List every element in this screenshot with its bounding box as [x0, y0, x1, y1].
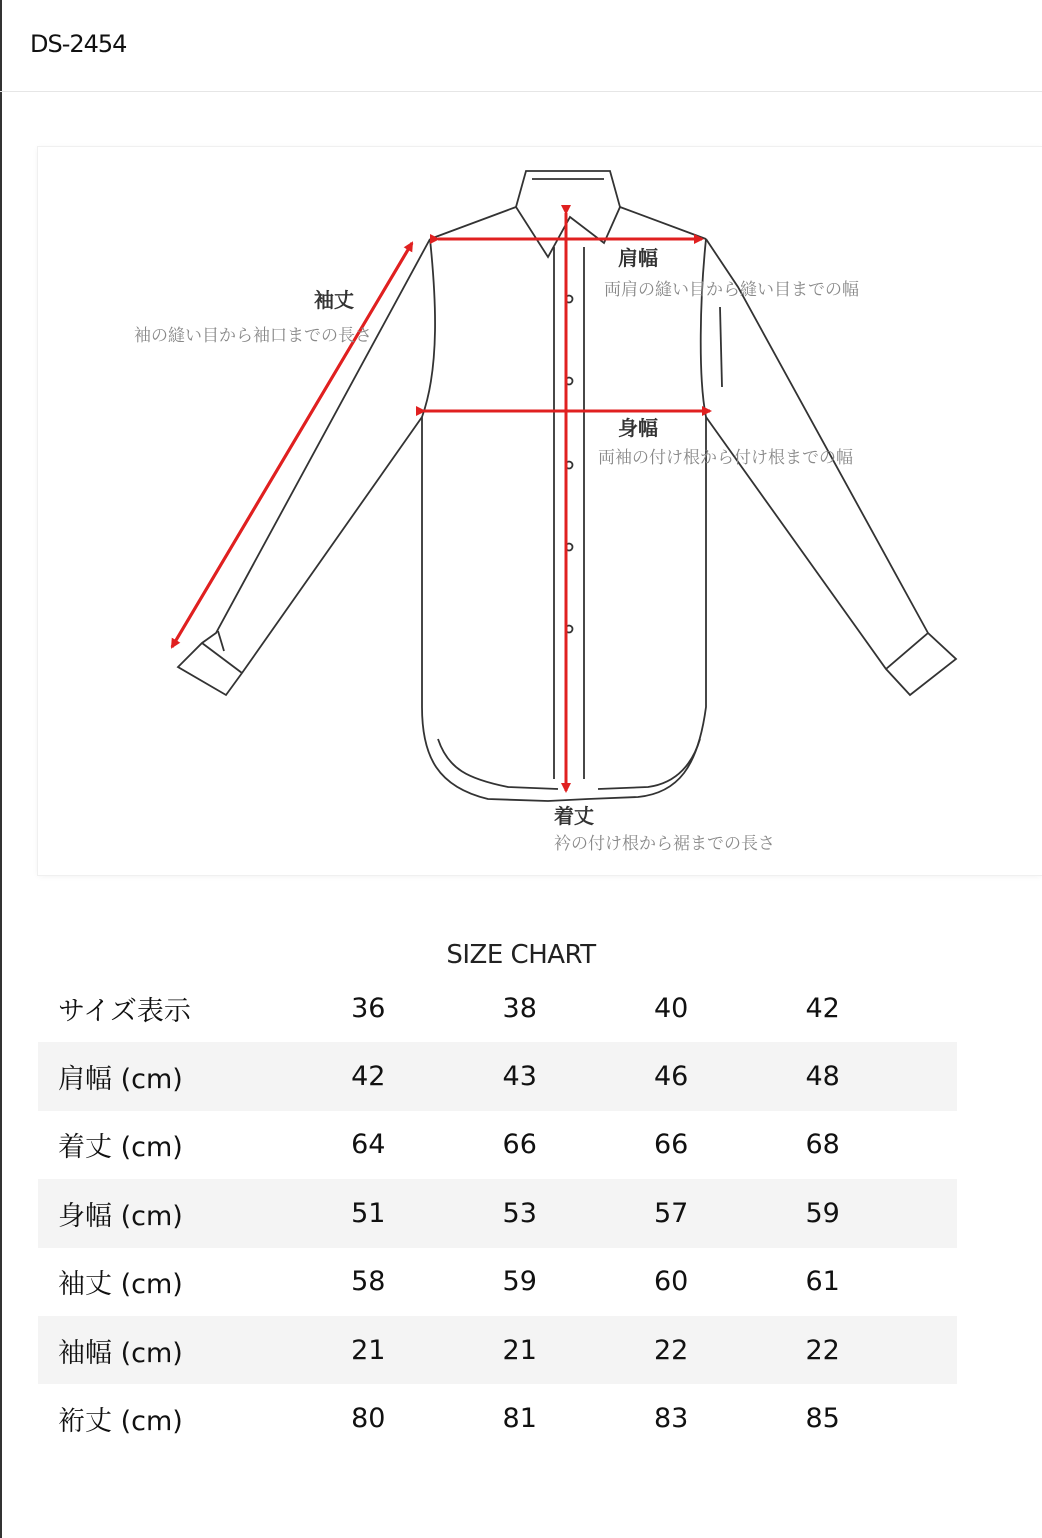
cell-value: 83 — [654, 1403, 689, 1435]
cell-value: 21 — [351, 1316, 502, 1384]
shoulder-title: 肩幅 — [618, 246, 658, 270]
cell-value: 59 — [805, 1179, 957, 1247]
sleeve-title: 袖丈 — [314, 288, 354, 312]
sleeve-desc: 袖の縫い目から袖口までの長さ — [134, 326, 372, 346]
table-row-sleeve-length — [38, 1248, 957, 1316]
length-title: 着丈 — [554, 804, 594, 828]
cell-value: 66 — [502, 1129, 537, 1161]
size-value: 42 — [805, 992, 840, 1024]
size-header-row — [38, 974, 957, 1042]
cell-value: 81 — [502, 1403, 537, 1435]
length-desc: 衿の付け根から裾までの長さ — [554, 834, 775, 854]
table-row-length — [38, 1111, 957, 1179]
cell-value: 43 — [503, 1042, 654, 1110]
cell-value: 58 — [351, 1266, 386, 1298]
cell-value: 48 — [805, 1042, 957, 1110]
body-title: 身幅 — [618, 416, 658, 440]
body-desc: 両袖の付け根から付け根までの幅 — [598, 448, 853, 468]
row-label: 裄丈 (cm) — [58, 1406, 183, 1438]
cell-value: 66 — [654, 1129, 689, 1161]
size-label: サイズ表示 — [58, 995, 191, 1027]
cell-value: 21 — [503, 1316, 654, 1384]
cell-value: 53 — [503, 1179, 654, 1247]
window-edge — [0, 0, 2, 1538]
size-value: 36 — [351, 992, 386, 1024]
cell-value: 51 — [351, 1179, 502, 1247]
cell-value: 46 — [654, 1042, 805, 1110]
table-row-body-width — [38, 1179, 957, 1247]
size-value: 38 — [502, 992, 537, 1024]
shoulder-desc: 両肩の縫い目から縫い目までの幅 — [604, 280, 859, 300]
cell-value: 60 — [654, 1266, 689, 1298]
cell-value: 22 — [805, 1316, 957, 1384]
cell-value: 85 — [805, 1403, 840, 1435]
table-row-shoulder — [38, 1042, 957, 1110]
shirt-measurement-diagram — [38, 147, 1042, 875]
cell-value: 61 — [805, 1266, 840, 1298]
cell-value: 57 — [654, 1179, 805, 1247]
table-row-full-sleeve — [38, 1384, 957, 1452]
cell-value: 64 — [351, 1129, 386, 1161]
cell-value: 59 — [502, 1266, 537, 1298]
row-label: 袖幅 (cm) — [38, 1316, 351, 1384]
cell-value: 22 — [654, 1316, 805, 1384]
cell-value: 42 — [351, 1042, 502, 1110]
page-header — [0, 0, 1042, 92]
product-code: DS-2454 — [30, 30, 127, 58]
row-label: 袖丈 (cm) — [58, 1269, 183, 1301]
cell-value: 80 — [351, 1403, 386, 1435]
size-value: 40 — [654, 992, 689, 1024]
row-label: 着丈 (cm) — [58, 1132, 183, 1164]
shirt-diagram-svg — [38, 147, 1042, 875]
row-label: 身幅 (cm) — [38, 1179, 351, 1247]
table-row-sleeve-width — [38, 1316, 957, 1384]
size-chart-table — [38, 974, 957, 1453]
size-chart-title: SIZE CHART — [446, 940, 596, 970]
row-label: 肩幅 (cm) — [38, 1042, 351, 1110]
cell-value: 68 — [805, 1129, 840, 1161]
